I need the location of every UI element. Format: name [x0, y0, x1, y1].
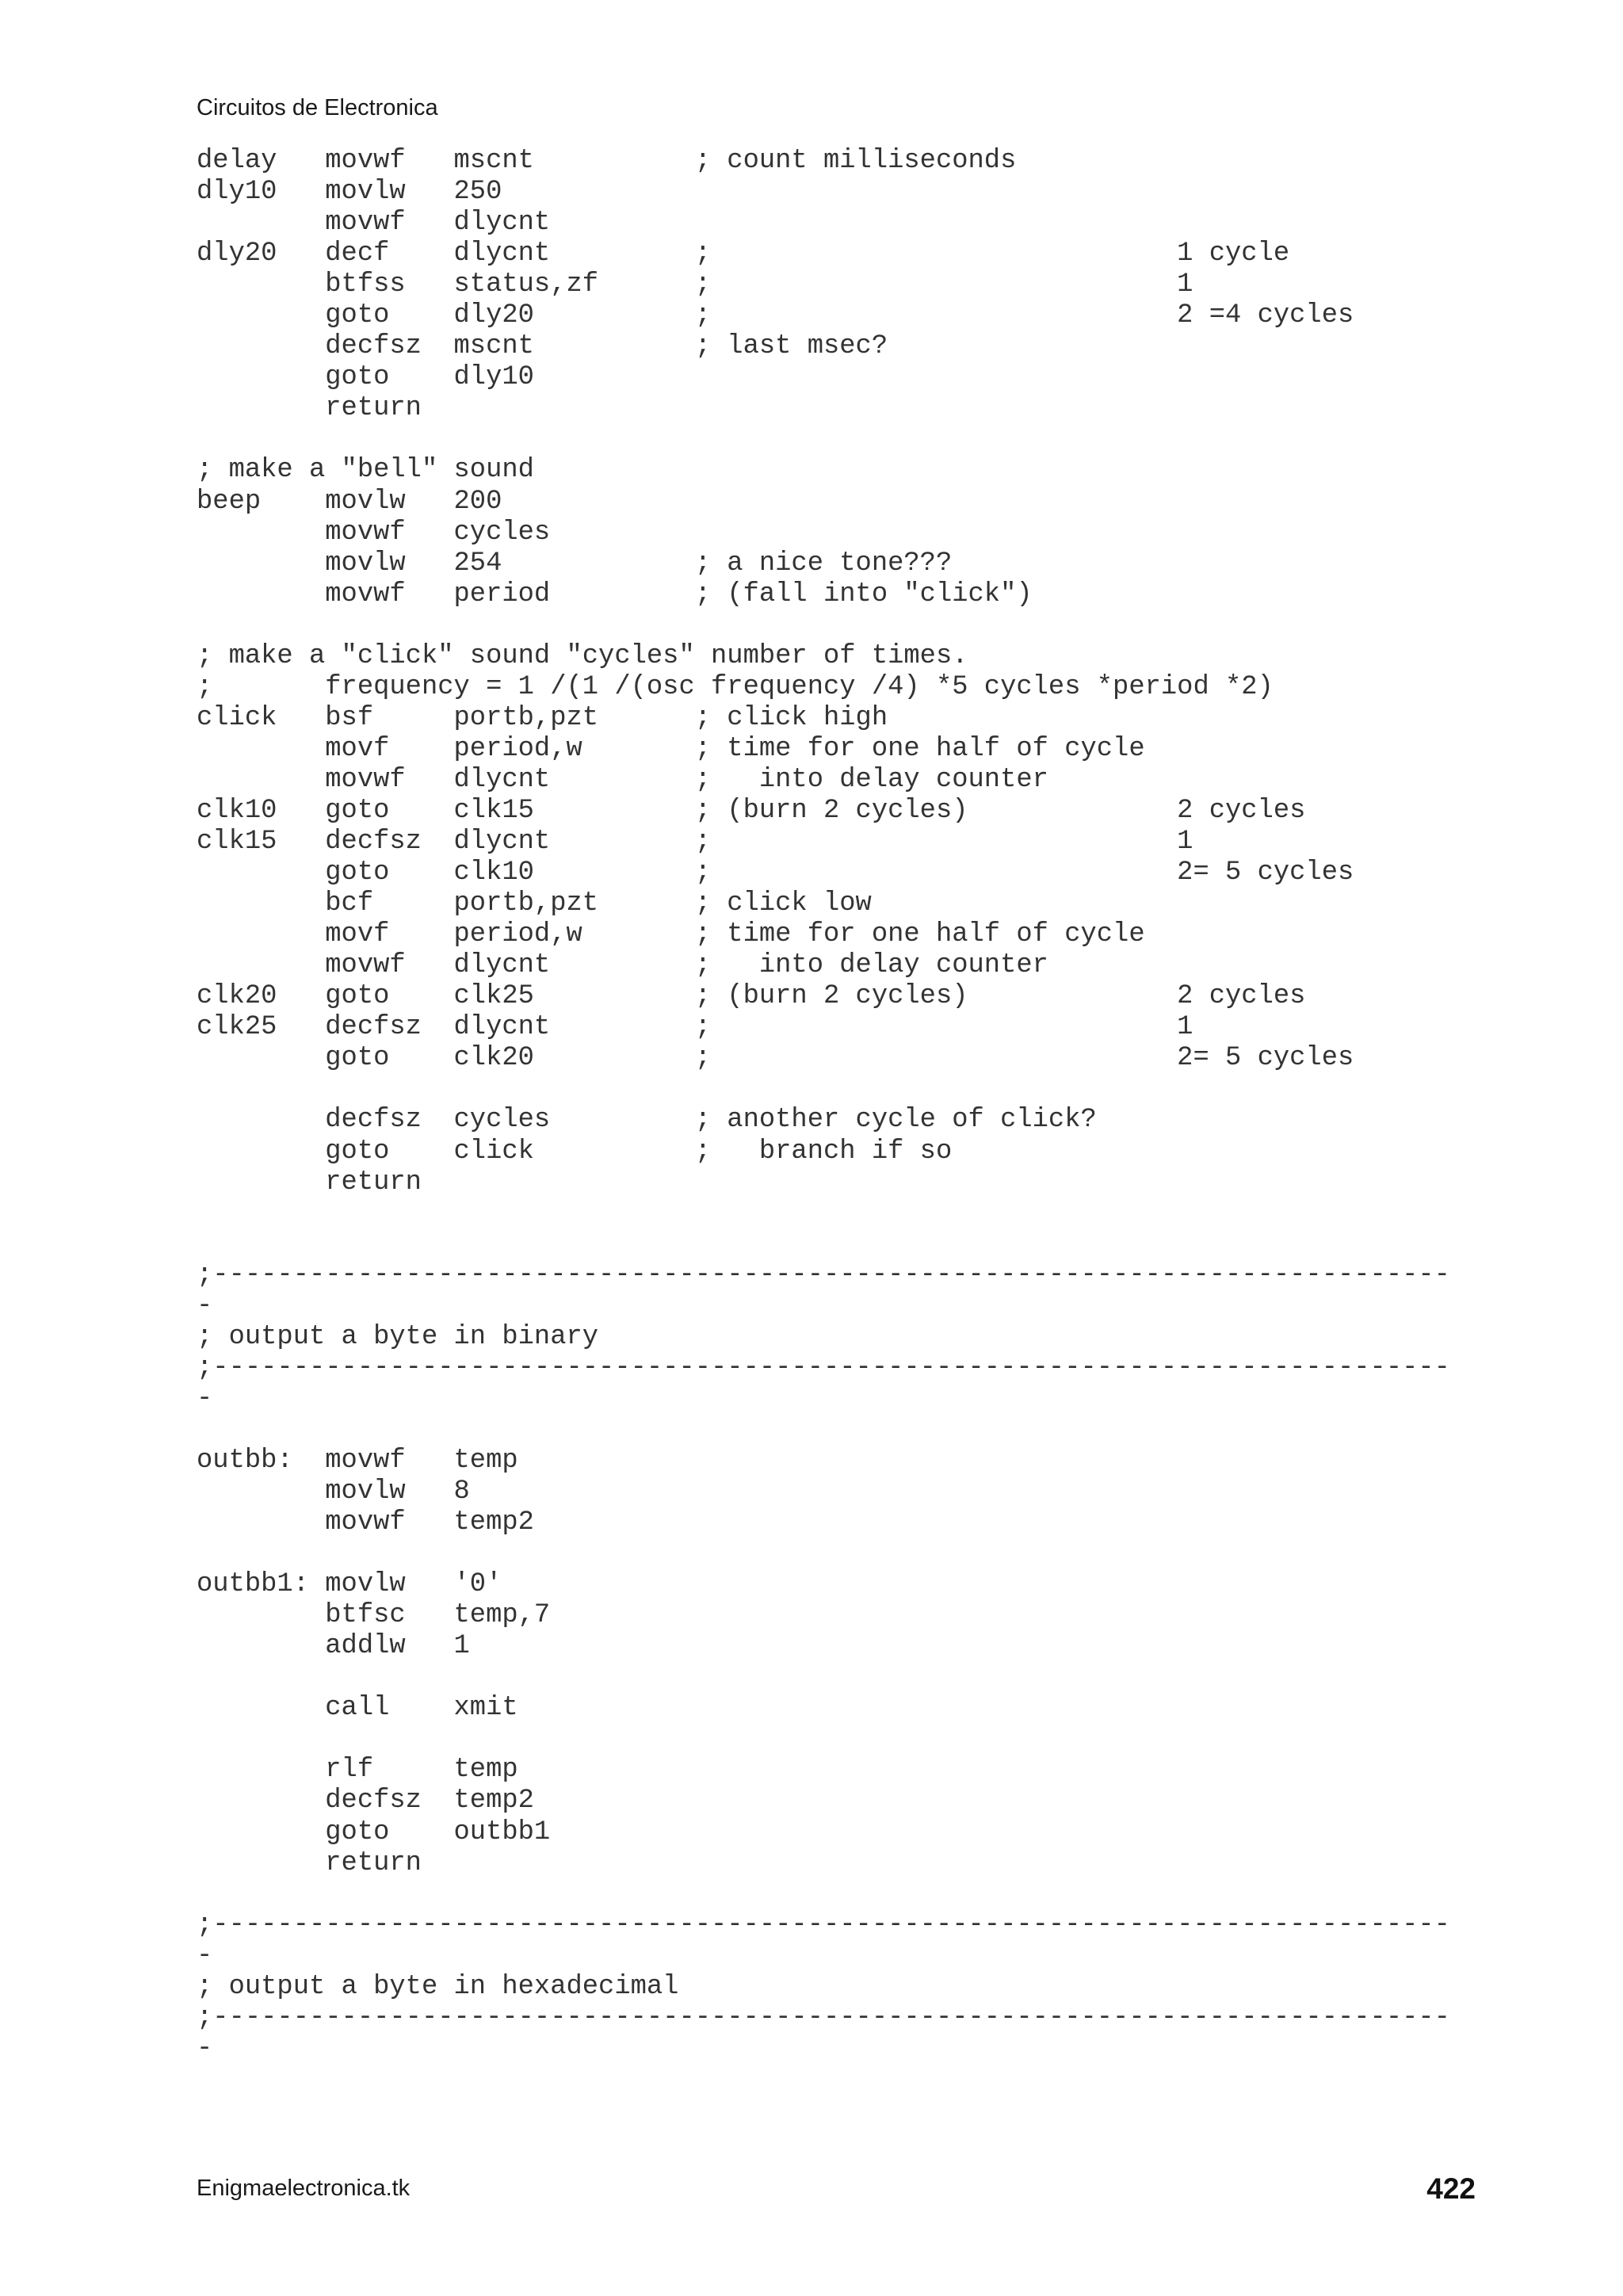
- code-line: movf period,w ; time for one half of cycle: [197, 733, 1145, 764]
- code-line: goto clk10 ; 2= 5 cycles: [197, 858, 1354, 888]
- code-line: decfsz mscnt ; last msec?: [197, 331, 888, 362]
- code-line: movwf dlycnt: [197, 208, 551, 239]
- code-line: ;-----------------------------------------------------------------------------: [197, 1259, 1450, 1290]
- code-line: ; make a "click" sound "cycles" number of times.: [197, 640, 968, 671]
- running-header: Circuitos de Electronica: [197, 95, 438, 120]
- code-line: [197, 1229, 1450, 1260]
- code-line: btfsc temp,7: [197, 1600, 551, 1631]
- code-line: [197, 424, 1450, 455]
- code-line: goto outbb1: [197, 1817, 551, 1847]
- code-listing: [197, 146, 1450, 2095]
- code-line: ; make a "bell" sound: [197, 455, 534, 486]
- code-line: movwf dlycnt ; into delay counter: [197, 950, 1048, 981]
- code-line: click bsf portb,pzt ; click high: [197, 702, 888, 733]
- code-line: bcf portb,pzt ; click low: [197, 888, 872, 919]
- code-line: [197, 1879, 1450, 1910]
- code-line: addlw 1: [197, 1631, 470, 1662]
- code-line: rlf temp: [197, 1755, 518, 1786]
- code-line: -: [197, 2033, 213, 2064]
- code-line: outbb1: movlw '0': [197, 1569, 502, 1600]
- code-line: movlw 254 ; a nice tone???: [197, 548, 953, 579]
- code-line: call xmit: [197, 1693, 518, 1724]
- code-line: decfsz temp2: [197, 1786, 534, 1817]
- code-line: goto dly20 ; 2 =4 cycles: [197, 300, 1354, 331]
- code-line: goto click ; branch if so: [197, 1136, 953, 1167]
- code-line: ;-----------------------------------------------------------------------------: [197, 1352, 1450, 1383]
- code-line: -: [197, 1383, 213, 1414]
- code-line: movwf dlycnt ; into delay counter: [197, 764, 1048, 795]
- code-line: ; output a byte in hexadecimal: [197, 1971, 679, 2002]
- code-line: -: [197, 1290, 213, 1321]
- code-line: return: [197, 1167, 422, 1198]
- code-line: [197, 2065, 1450, 2095]
- code-line: dly10 movlw 250: [197, 177, 502, 208]
- code-line: ; frequency = 1 /(1 /(osc frequency /4) *5 cycles *period *2): [197, 671, 1274, 702]
- code-line: [197, 1538, 1450, 1569]
- code-line: ;-----------------------------------------------------------------------------: [197, 2002, 1450, 2033]
- code-line: beep movlw 200: [197, 486, 502, 517]
- running-footer: Enigmaelectronica.tk: [197, 2176, 411, 2201]
- code-line: [197, 610, 1450, 641]
- code-line: clk15 decfsz dlycnt ; 1: [197, 827, 1193, 858]
- code-line: [197, 1198, 1450, 1229]
- code-line: movwf cycles: [197, 517, 551, 548]
- code-line: clk10 goto clk15 ; (burn 2 cycles) 2 cycles: [197, 795, 1306, 826]
- code-line: delay movwf mscnt ; count milliseconds: [197, 146, 1017, 176]
- code-line: clk20 goto clk25 ; (burn 2 cycles) 2 cycles: [197, 981, 1306, 1012]
- code-line: return: [197, 393, 422, 424]
- code-line: decfsz cycles ; another cycle of click?: [197, 1105, 1097, 1136]
- code-line: movwf temp2: [197, 1507, 534, 1538]
- code-line: movf period,w ; time for one half of cycle: [197, 919, 1145, 950]
- code-line: [197, 1074, 1450, 1105]
- code-line: return: [197, 1847, 422, 1878]
- code-line: goto dly10: [197, 362, 534, 393]
- page-number: 422: [1426, 2172, 1476, 2205]
- code-line: -: [197, 1940, 213, 1971]
- code-line: clk25 decfsz dlycnt ; 1: [197, 1012, 1193, 1043]
- code-line: ;-----------------------------------------------------------------------------: [197, 1909, 1450, 1940]
- code-line: movwf period ; (fall into "click"): [197, 579, 1033, 609]
- code-line: [197, 1415, 1450, 1446]
- code-line: dly20 decf dlycnt ; 1 cycle: [197, 239, 1290, 269]
- code-line: [197, 1662, 1450, 1693]
- code-line: [197, 1724, 1450, 1755]
- code-line: outbb: movwf temp: [197, 1445, 518, 1476]
- code-line: ; output a byte in binary: [197, 1321, 599, 1352]
- code-line: movlw 8: [197, 1477, 470, 1507]
- code-line: goto clk20 ; 2= 5 cycles: [197, 1043, 1354, 1074]
- code-line: btfss status,zf ; 1: [197, 269, 1193, 300]
